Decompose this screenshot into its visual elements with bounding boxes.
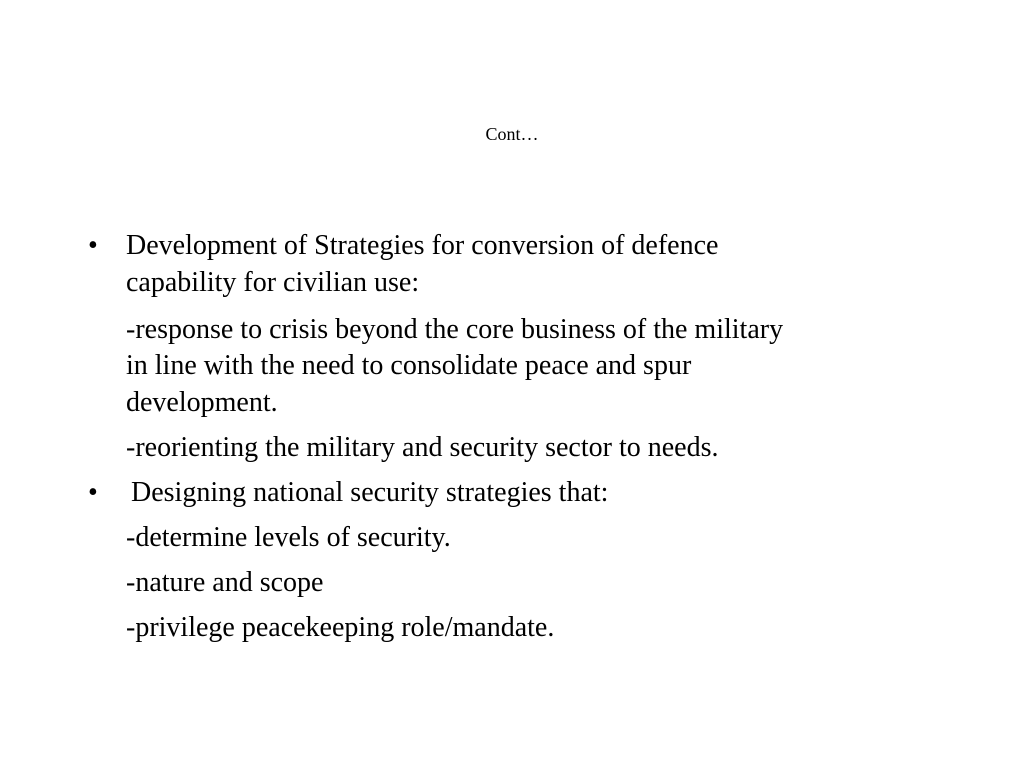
bullet-1-line-1: Development of Strategies for conversion of defence (126, 230, 719, 261)
subitem-2-3-line-1: -privilege peacekeeping role/mandate. (126, 612, 555, 643)
subitem-2-2-line-1: -nature and scope (126, 567, 324, 598)
bullet-1-line-2: capability for civilian use: (126, 267, 420, 298)
bullet-2-line-1: Designing national security strategies that: (131, 477, 609, 508)
subitem-1-1-line-2: in line with the need to consolidate peace and spur (126, 350, 692, 381)
subitem-1-1-line-3: development. (126, 387, 278, 418)
bullet-1-symbol: • (88, 230, 98, 261)
bullet-2-symbol: • (88, 477, 98, 508)
subitem-1-2-line-1: -reorienting the military and security sector to needs. (126, 432, 719, 463)
subitem-2-1-line-1: -determine levels of security. (126, 522, 451, 553)
slide-title: Cont… (485, 124, 539, 144)
subitem-1-1-line-1: -response to crisis beyond the core business of the military (126, 314, 784, 345)
